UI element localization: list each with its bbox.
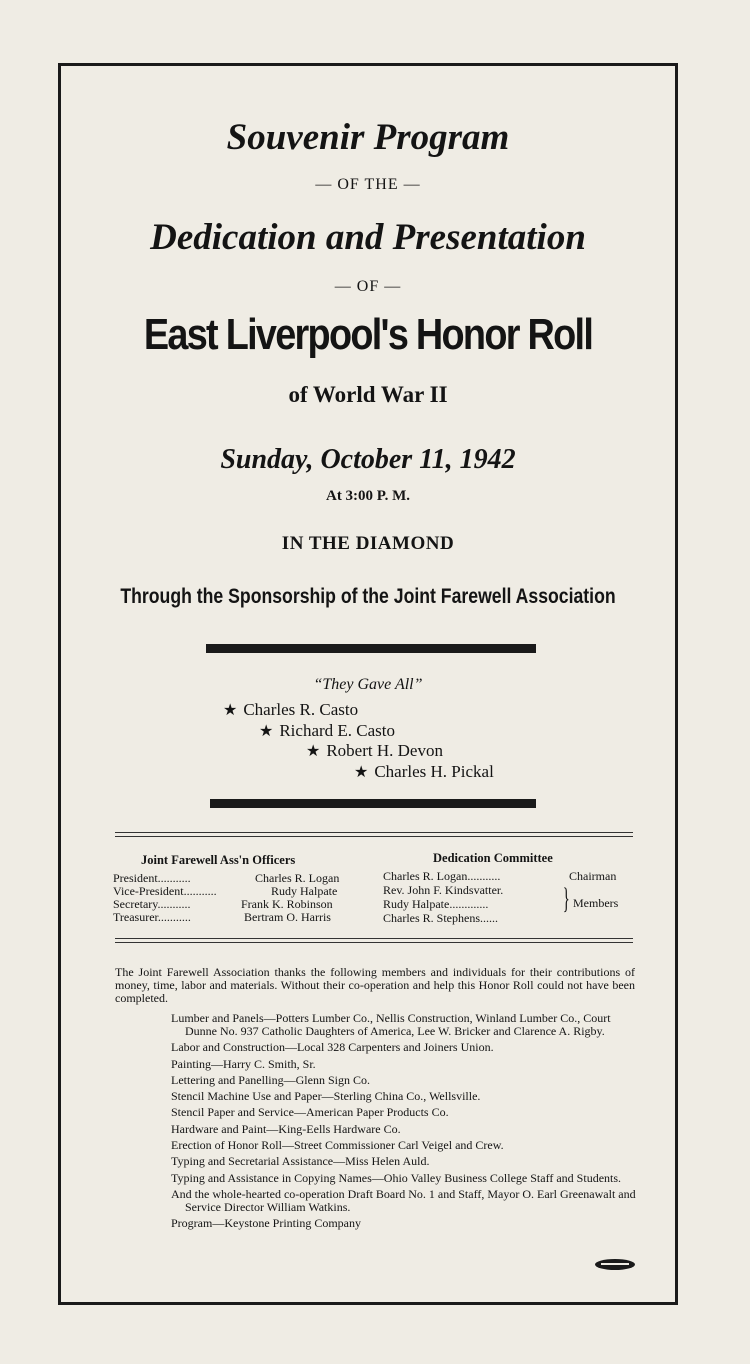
title-souvenir-program: Souvenir Program xyxy=(226,117,510,158)
title-honor-roll: East Liverpool's Honor Roll xyxy=(143,310,593,359)
double-rule-top xyxy=(115,832,633,837)
officer-role: Treasurer........... xyxy=(113,910,191,924)
officer-role: Secretary........... xyxy=(113,897,191,911)
officer-name: Rudy Halpate xyxy=(271,884,338,898)
brace-symbol: } xyxy=(562,882,570,915)
event-time: At 3:00 P. M. xyxy=(325,488,411,504)
officers-heading: Joint Farewell Ass'n Officers xyxy=(141,853,296,867)
officer-name: Frank K. Robinson xyxy=(241,897,333,911)
credit-line: Lumber and Panels—Potters Lumber Co., Nellis Construction, Winland Lumber Co., Court Dunne No. 937 Catholic Daughters of America, Lee W. Bricker and Clarence A. Rigby. xyxy=(171,1011,611,1038)
memorial-heading: “They Gave All” xyxy=(313,676,423,693)
members-label: Members xyxy=(573,896,619,910)
union-label-icon xyxy=(595,1259,635,1270)
officer-name: Bertram O. Harris xyxy=(244,910,331,924)
credit-line: Labor and Construction—Local 328 Carpenters and Joiners Union. xyxy=(171,1040,494,1055)
event-date: Sunday, October 11, 1942 xyxy=(220,444,516,475)
thanks-paragraph: The Joint Farewell Association thanks the following members and individuals for their contributions of money, time, labor and materials. Without their co-operation and help this Honor Roll could not have been completed. xyxy=(115,965,635,1005)
credit-line: Painting—Harry C. Smith, Sr. xyxy=(171,1056,316,1071)
memorial-name: ★ Charles H. Pickal xyxy=(354,762,494,781)
committee-member: Charles R. Stephens...... xyxy=(383,911,498,925)
star-icon: ★ xyxy=(259,723,274,740)
credit-line: Stencil Paper and Service—American Paper Products Co. xyxy=(171,1105,449,1120)
credit-line: Program—Keystone Printing Company xyxy=(171,1216,361,1231)
credit-line: Stencil Machine Use and Paper—Sterling China Co., Wellsville. xyxy=(171,1089,481,1104)
star-icon: ★ xyxy=(223,702,238,719)
credit-line: Lettering and Panelling—Glenn Sign Co. xyxy=(171,1072,370,1087)
connector-of: — OF — xyxy=(334,278,402,295)
divider-bar-bottom xyxy=(210,799,536,808)
credit-line: Hardware and Paint—King-Eells Hardware Co. xyxy=(171,1121,401,1136)
program-frame xyxy=(58,63,678,1305)
committee-heading: Dedication Committee xyxy=(433,851,553,865)
credit-line: And the whole-hearted co-operation Draft Board No. 1 and Staff, Mayor O. Earl Greenawalt and Service Director William Watkins. xyxy=(171,1186,636,1214)
double-rule-bottom xyxy=(115,938,633,943)
committee-member: Rev. John F. Kindsvatter. xyxy=(383,883,504,897)
sponsorship-line: Through the Sponsorship of the Joint Farewell Association xyxy=(120,585,616,608)
divider-bar-top xyxy=(206,644,536,653)
memorial-name: ★ Richard E. Casto xyxy=(259,721,396,740)
memorial-name: ★ Charles R. Casto xyxy=(223,700,359,719)
credit-line: Typing and Secretarial Assistance—Miss Helen Auld. xyxy=(171,1154,430,1169)
officer-name: Charles R. Logan xyxy=(255,871,340,885)
credit-line: Erection of Honor Roll—Street Commissioner Carl Veigel and Crew. xyxy=(171,1138,504,1153)
memorial-name: ★ Robert H. Devon xyxy=(306,741,443,760)
credit-line: Typing and Assistance in Copying Names—Ohio Valley Business College Staff and Students. xyxy=(171,1170,622,1185)
star-icon: ★ xyxy=(306,743,321,760)
committee-chair: Charles R. Logan........... xyxy=(383,869,501,883)
chairman-label: Chairman xyxy=(569,869,617,883)
event-location: IN THE DIAMOND xyxy=(281,533,455,554)
connector-of-the: — OF THE — xyxy=(315,176,421,193)
committee-member: Rudy Halpate............. xyxy=(383,897,489,911)
star-icon: ★ xyxy=(354,764,369,781)
officer-role: President........... xyxy=(113,871,191,885)
officer-role: Vice-President........... xyxy=(113,884,217,898)
title-dedication: Dedication and Presentation xyxy=(150,217,586,258)
credits-list xyxy=(171,1012,641,1234)
title-world-war: of World War II xyxy=(288,382,448,407)
